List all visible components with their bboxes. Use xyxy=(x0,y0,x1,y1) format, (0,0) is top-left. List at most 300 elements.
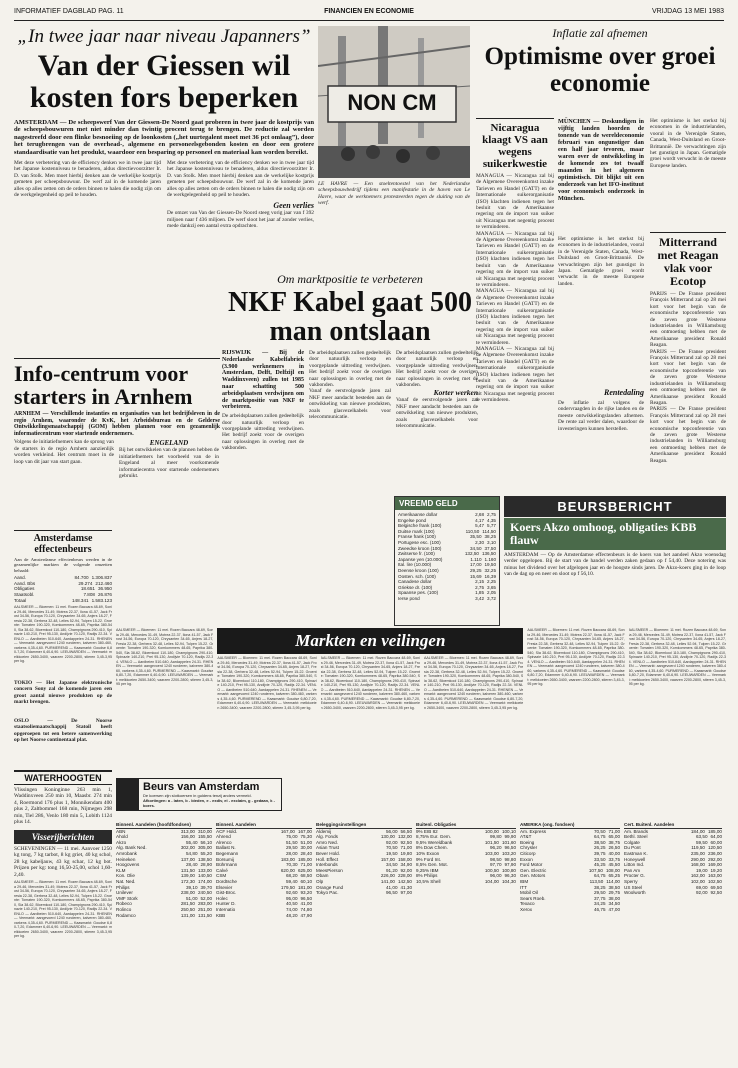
row-label: AT&T xyxy=(520,834,532,840)
row-label: Ahrend xyxy=(216,834,231,840)
row-value: 148.341 xyxy=(71,597,89,603)
row-label: Interbonds xyxy=(316,862,338,868)
row-label: Exxon xyxy=(520,856,533,862)
row-value: 37,50 xyxy=(484,545,496,551)
row-value: 131,50 xyxy=(197,912,212,918)
row-value: 302,00 xyxy=(180,845,195,851)
row-value: 54,80 xyxy=(186,850,198,856)
row-label: Gen. Motors xyxy=(520,873,546,879)
beurs-logo-icon xyxy=(117,779,139,810)
row-label: Ital. lire (10.000) xyxy=(398,562,432,568)
row-value: 34,50 xyxy=(608,901,620,907)
row-label: MeesPierson xyxy=(316,867,343,873)
effectenbeurs-intro: Aan de Amsterdamse effectenbeurs werden in de gezamenlijke markten de volgende omzetten behaald: xyxy=(14,557,112,573)
row-value: 132,50 xyxy=(464,551,479,557)
row-value: 38,75 xyxy=(608,839,620,845)
row-value: 3,42 xyxy=(475,595,485,601)
row-label: Kon. Olie xyxy=(116,873,135,879)
row-label: Obligaties xyxy=(14,586,35,592)
row-value: 1.160 xyxy=(484,556,496,562)
row-label: Ahold xyxy=(116,834,128,840)
article-nicaragua xyxy=(476,118,554,404)
row-label: Alg. Bank Ned. xyxy=(116,845,147,851)
beursbericht-title: BEURSBERICHT xyxy=(504,496,726,517)
row-value: 183,00 xyxy=(280,856,295,862)
table-row xyxy=(520,907,620,913)
row-value: 250,50 xyxy=(180,906,195,912)
row-value: 18.651 xyxy=(80,586,95,592)
koersen-rows-4 xyxy=(416,829,516,885)
row-value: 59,40 xyxy=(286,878,298,884)
row-label: Aldemij xyxy=(316,828,332,834)
row-label: Woolworth xyxy=(624,890,646,896)
row-label: Alrenco xyxy=(216,839,232,845)
row-value: 114,00 xyxy=(606,878,620,884)
news-photo xyxy=(318,26,470,178)
row-value: 100,00 xyxy=(484,828,499,834)
row-value: 139,00 xyxy=(180,873,195,879)
vreemd-geld-box xyxy=(394,496,500,626)
row-value: 2,15 xyxy=(475,579,485,585)
row-value: 35,50 xyxy=(470,534,482,540)
koersen-col-title: Buitenl. Obligaties xyxy=(416,822,516,829)
row-value: 74,80 xyxy=(300,906,312,912)
article-body: Met deze verbetering van de efficiency denken we in twee jaar tijd het Japanse kostenniveau te benaderen, aldus directievoorzitter Ir. D. van Stolk. Men moet hierbij denken aan de werkelijke kostprijs gemeten per scheepsbouwuur. De werf zal in de komende jaren alles op alles zetten om de orders binnen te halen die nodig zijn om de werkgelegenheid op peil te houden. xyxy=(14,160,161,199)
row-value: 2,05 xyxy=(487,590,496,596)
beursbericht-headline: Koers Akzo omhoog, obligaties KBB flauw xyxy=(504,518,726,550)
row-value: 28,00 xyxy=(286,850,298,856)
row-value: 1.306.837 xyxy=(91,575,112,581)
table-row xyxy=(116,913,212,919)
koersen-col-1 xyxy=(116,822,212,1054)
row-label: Olp xyxy=(316,878,324,884)
markten-col-4: AALSMEER — Bloemen: 11 mei. Rozen Baccara 48-69, Sonia 29-46, Mercedes 31-49, Motrea 22-37, Ilona 41-57, Jack Frost 34-56, Europa 70-120, Chrysanten 34-65, Anjers 18-27, Fresia 22-38, Gerbera 32-48, Lelies 52-94, Tulpen 15-22. Groente: Tomaten 190-320, Komkommers 48-65, Paprika 380-540, Sla 38-62, Bloemkool 110-180, Champignons 290-410, Spinazie 140-210, Prei 95-130, Andijvie 70-120, Radijs 22-34. VENLO — Aardbeien 510-640, Aardappelen 24-31. RHENEN — Veemarkt: aangevoerd 1240 runderen, kalveren 380-460, varkens 4,35-4,60. PURMEREND — Kaasmarkt: Goudse 6,80-7,20, Edammer 6,40-6,90. LEEUWARDEN — Veemarkt: melkkoeien 2650-3400, vaarzen 2200-2800, stieren 3,45-3,95 per kg. xyxy=(423,656,524,710)
row-value: 56,10 xyxy=(200,839,212,845)
row-value: 100,80 xyxy=(501,867,516,873)
row-label: Sperry xyxy=(624,878,638,884)
row-label: ABN xyxy=(116,828,126,834)
article-lead: AMSTERDAM — De scheepswerf Van der Giessen-De Noord gaat proberen in twee jaar de kostprijs van de scheepsbouwuren met niet minder dan twintig procent terug te brengen. De reductie zal worden nagestreefd door een flinke besnoeiing op de loonkosten („het uurtegalent moet met 36 pct omlaag”), door het terugbrengen van de overhead-, algemene en personeelsgebonden kosten en door een grotere standaardisatie van het produkt, waardoor een besparing op personeel en materiaal kan worden bereikt. xyxy=(14,119,314,156)
article-body-cont3: MANAGUA — Nicaragua zal bij de Algemene Overeenkomst inzake Tarieven en Handel (GATT) en de Internationale suikerorganisatie (ISO) klachten indienen tegen het besluit van de Amerikaanse regering om de import van suiker uit Nicaragua met negentig procent te verminderen. xyxy=(476,345,554,404)
row-value: 113,50 xyxy=(589,878,604,884)
markten-col-5: AALSMEER — Bloemen: 11 mei. Rozen Baccara 48-69, Sonia 29-46, Mercedes 31-49, Motrea 22-37, Ilona 41-57, Jack Frost 34-56, Europa 70-120, Chrysanten 34-65, Anjers 18-27, Fresia 22-38, Gerbera 32-48, Lelies 52-94, Tulpen 15-22. Groente: Tomaten 190-320, Komkommers 48-65, Paprika 380-540, Sla 38-62, Bloemkool 110-180, Champignons 290-410, Spinazie 140-210, Prei 95-130, Andijvie 70-120, Radijs 22-34. VENLO — Aardbeien 510-640, Aardappelen 24-31. RHENEN — Veemarkt: aangevoerd 1240 runderen, kalveren 380-460, varkens 4,35-4,60. PURMEREND — Kaasmarkt: Goudse 6,80-7,20, Edammer 6,40-6,90. LEEUWARDEN — Veemarkt: melkkoeien 2650-3400, vaarzen 2200-2800, stieren 3,45-3,95 per kg. xyxy=(527,628,625,686)
waterhoogten-title: WATERHOOGTEN xyxy=(14,770,112,785)
row-value: 236,00 xyxy=(707,850,722,856)
row-value: 120,50 xyxy=(707,845,722,851)
row-value: 167,00 xyxy=(297,828,312,834)
row-value: 34,25 xyxy=(594,901,606,907)
row-value: 69,50 xyxy=(710,884,722,890)
row-value: 48,20 xyxy=(286,912,298,918)
table-row xyxy=(216,913,312,919)
row-value: 99,80 xyxy=(490,834,502,840)
article-kicker: Inflatie zal afnemen xyxy=(552,26,648,40)
koersen-col-title: Binnenl. Aandelen xyxy=(216,822,312,829)
row-label: Aand. xyxy=(14,575,27,581)
row-value: 41,00 xyxy=(300,901,312,907)
row-label: US Steel xyxy=(624,884,643,890)
row-value: 140,50 xyxy=(197,873,212,879)
row-label: Hunter D. xyxy=(216,901,236,907)
article-subhead: Korter werken xyxy=(433,388,478,398)
row-value: 1,85 xyxy=(475,590,485,596)
row-value: 141,00 xyxy=(380,878,395,884)
row-value: 251,00 xyxy=(197,906,212,912)
row-value: 28,40 xyxy=(300,850,312,856)
row-value: 60,00 xyxy=(710,839,722,845)
markten-col-6: AALSMEER — Bloemen: 11 mei. Rozen Baccara 48-69, Sonia 29-46, Mercedes 31-49, Motrea 22-37, Ilona 41-57, Jack Frost 34-56, Europa 70-120, Chrysanten 34-65, Anjers 18-27, Fresia 22-38, Gerbera 32-48, Lelies 52-94, Tulpen 15-22. Groente: Tomaten 190-320, Komkommers 48-65, Paprika 380-540, Sla 38-62, Bloemkool 110-180, Champignons 290-410, Spinazie 140-210, Prei 95-130, Andijvie 70-120, Radijs 22-34. VENLO — Aardbeien 510-640, Aardappelen 24-31. RHENEN — Veemarkt: aangevoerd 1240 runderen, kalveren 380-460, varkens 4,35-4,60. PURMEREND — Kaasmarkt: Goudse 6,80-7,20, Edammer 6,40-6,90. LEEUWARDEN — Veemarkt: melkkoeien 2650-3400, vaarzen 2200-2800, stieren 3,45-3,95 per kg. xyxy=(628,628,726,686)
row-value: 47,00 xyxy=(608,906,620,912)
article-body-cont2: MANAGUA — Nicaragua zal bij de Algemene Overeenkomst inzake Tarieven en Handel (GATT) en de Internationale suikerorganisatie (ISO) klachten indienen tegen het besluit van de Amerikaanse regering om de import van suiker uit Nicaragua met negentig procent te verminderen. xyxy=(476,288,554,346)
row-value: 100,10 xyxy=(501,828,516,834)
row-label: Heineken xyxy=(116,856,136,862)
row-label: KLM xyxy=(116,867,126,873)
article-body-col2b: Vanaf de eerstvolgende jaren zal NKF meer aandacht besteden aan de ontwikkeling van nieuwe produkten, zoals glasvezelkabels voor telecommunicatie. xyxy=(309,388,391,421)
row-label: Aand. Bbs xyxy=(14,580,36,586)
row-value: 29,75 xyxy=(608,890,620,896)
tokio-brief: TOKIO — Het Japanse elektronische concern Sony zal de komende jaren een groot aantal nieuwe produkten op de markt brengen. xyxy=(14,680,112,706)
row-value: 4,17 xyxy=(475,517,485,523)
row-value: 158,00 xyxy=(397,856,412,862)
row-label: Litton Ind. xyxy=(624,862,645,868)
row-value: 41,00 xyxy=(386,884,398,890)
row-label: Ford Motor xyxy=(520,862,543,868)
article-optimisme xyxy=(476,26,724,97)
row-value: 114,50 xyxy=(482,528,496,534)
row-value: 1.110 xyxy=(470,556,482,562)
row-value: 29.274 xyxy=(78,580,93,586)
article-subhead: Geen verlies xyxy=(273,201,314,211)
row-label: Honeywell xyxy=(624,856,646,862)
beursbericht-box xyxy=(504,496,726,578)
vreemd-geld-title: VREEMD GELD xyxy=(395,497,499,510)
row-value: 46,75 xyxy=(594,906,606,912)
koersen-col-title: Beleggingsinstellingen xyxy=(316,822,412,829)
row-value: 119,50 xyxy=(691,845,705,851)
article-body: MANAGUA — Nicaragua zal bij de Algemene Overeenkomst inzake Tarieven en Handel (GATT) en de Internationale suikerorganisatie (ISO) klachten indienen tegen het besluit van de Amerikaanse regering om de import van suiker uit Nicaragua met negentig procent te verminderen. xyxy=(476,173,554,231)
row-value: 91,20 xyxy=(386,867,398,873)
row-value: 56,00 xyxy=(386,828,398,834)
row-label: Am. Express xyxy=(520,828,547,834)
row-value: 38,50 xyxy=(594,839,606,845)
table-row xyxy=(316,890,412,896)
row-value: 55,20 xyxy=(200,850,212,856)
row-value: 238,00 xyxy=(180,890,195,896)
row-value: 137,00 xyxy=(180,856,195,862)
photo-caption: LE HAVRE — Een stoeltentoestel van het Nederlandse scheepsbouwbedrijf tijdens een manifestatie in de haven van Le Havre, waar de werknemers protesteerden tegen de sluiting van de werf. xyxy=(318,181,470,207)
row-value: 68,50 xyxy=(300,873,312,879)
row-value: 39,70 xyxy=(200,884,212,890)
row-label: Sears Roeb. xyxy=(520,895,546,901)
row-value: 92,00 xyxy=(400,867,412,873)
row-label: Du Pont xyxy=(624,845,641,851)
row-label: 8% Philips xyxy=(416,873,438,879)
row-value: 310,00 xyxy=(197,828,212,834)
row-value: 281,50 xyxy=(180,901,195,907)
row-value: 107,50 xyxy=(588,867,603,873)
row-value: 240,50 xyxy=(197,890,212,896)
row-value: 75,00 xyxy=(286,834,298,840)
row-value: 2,30 xyxy=(475,539,485,545)
article-body: De arbeidsplaatsen zullen gedeeltelijk door natuurlijk verloop en voorgeplande uittreding verdwijnen. Het bedrijf zoekt voor de overigen naar oplossingen in overleg met de vakbonden. xyxy=(222,413,304,452)
article-headline: Nicaragua klaagt VS aan wegens suikerkwestie xyxy=(476,118,554,170)
article-body: Volgens de initiatiefnemers kan de sprong van de starters in de regio Arnhem aanzienlijk worden verkleind. Het centrum moet in de loop van dit jaar van start gaan. xyxy=(14,439,114,465)
row-label: 10% Exxon xyxy=(416,850,440,856)
row-value: 38,25 xyxy=(484,534,496,540)
row-value: 65,25 xyxy=(608,873,620,879)
row-value: 313,00 xyxy=(180,828,195,834)
article-body-2: Vanaf de eerstvolgende jaren zal NKF meer aandacht besteden aan de ontwikkeling van nieuwe produkten, zoals glasvezelkabels voor telecommunicatie. xyxy=(396,397,478,430)
row-value: 133,00 xyxy=(197,867,212,873)
article-subhead: ENGELAND xyxy=(149,439,189,448)
koersen-col-5 xyxy=(520,822,620,1054)
row-value: 5,47 xyxy=(475,523,485,529)
row-value: 97,00 xyxy=(400,890,412,896)
row-label: Gist-Broc. xyxy=(216,890,237,896)
article-lead: RIJSWIJK — Bij de Nederlandse Kabelfabriek (3.900 werknemers in Amsterdam, Delft, Delfzijl en Waddinxveen) zullen tot 1985 naar schatting 500 arbeidsplaatsen verdwijnen om de marktpositie van NKF te verbeteren. xyxy=(222,350,304,411)
row-value: 29,50 xyxy=(594,890,606,896)
row-value: 212.460 xyxy=(95,580,112,586)
row-value: 95,00 xyxy=(286,895,298,901)
row-value: 63,50 xyxy=(696,834,708,840)
row-label: 9,25% IBM xyxy=(416,867,439,873)
row-value: 104,00 xyxy=(484,878,499,884)
row-label: 9,5% Wereldbank xyxy=(416,839,453,845)
row-value: 2,75 xyxy=(475,584,485,590)
row-value: 138,50 xyxy=(197,856,212,862)
row-value: 136,50 xyxy=(481,551,496,557)
row-value: 28,90 xyxy=(200,862,212,868)
row-value: 100,50 xyxy=(484,867,499,873)
row-value: 156,00 xyxy=(180,834,195,840)
article-body-cont: PARIJS — De Franse president François Mitterrand zal op 28 mei kort voor het begin van de economische topconferentie van de zeven grote Westerse industrielanden in Williamsburg een ontmoeting hebben met de Amerikaanse president Ronald Reagan. xyxy=(650,348,726,406)
row-value: 60,10 xyxy=(300,878,312,884)
article-body-col3: De arbeidsplaatsen zullen gedeeltelijk door natuurlijk verloop en voorgeplande uittreding verdwijnen. Het bedrijf zoekt voor de overigen naar oplossingen in overleg met de vakbonden. xyxy=(396,350,478,389)
row-value: 34,50 xyxy=(470,545,482,551)
row-label: KBB xyxy=(216,912,226,918)
row-label: Alg. Fonds xyxy=(316,834,338,840)
row-value: 55,40 xyxy=(186,839,198,845)
row-value: 75,30 xyxy=(300,834,312,840)
row-value: 38,00 xyxy=(608,895,620,901)
row-label: Portugese esc. (100) xyxy=(398,539,441,545)
article-nkf xyxy=(222,272,478,452)
article-body-cont: MANAGUA — Nicaragua zal bij de Algemene Overeenkomst inzake Tarieven en Handel (GATT) en de Internationale suikerorganisatie (ISO) klachten indienen tegen het besluit van de Amerikaanse regering om de import van suiker uit Nicaragua met negentig procent te verminderen. xyxy=(476,230,554,288)
row-label: Ierse pond xyxy=(398,595,420,601)
row-label: Staatsobl. xyxy=(14,592,35,597)
row-label: Begemann xyxy=(216,850,239,856)
row-value: 108,00 xyxy=(605,867,620,873)
table-row xyxy=(624,890,722,896)
row-value: 174,00 xyxy=(197,878,212,884)
koersen-col-2 xyxy=(216,822,312,1054)
optimisme-body-col2: Het optimisme is het sterkst bij economen in de industrielanden, vooral in de Verenigde Staten, Canada, West-Duitsland en Groot-Brittannië. De verwachtingen zijn het gunstigst in Japan. Gematigde groei wordt verwacht in de meeste Europese landen. xyxy=(650,118,726,169)
row-value: 29,50 xyxy=(286,845,298,851)
row-value: 132,00 xyxy=(397,834,412,840)
koersen-table xyxy=(116,822,726,1054)
row-value: 64,75 xyxy=(594,834,606,840)
row-label: Bethl. Steel xyxy=(624,834,648,840)
row-label: Bever Hold. xyxy=(316,850,341,856)
row-value: 7.808 xyxy=(83,592,95,597)
row-label: Nat. Ned. xyxy=(116,878,136,884)
effectenbeurs-extra: AALSMEER — Bloemen: 11 mei. Rozen Baccara 48-69, Sonia 29-46, Mercedes 31-49, Motrea 22-37, Ilona 41-57, Jack Frost 34-56, Europa 70-120, Chrysanten 34-65, Anjers 18-27, Fresia 22-38, Gerbera 32-48, Lelies 52-94, Tulpen 15-22. Groente: Tomaten 190-320, Komkommers 48-65, Paprika 380-540, Sla 38-62, Bloemkool 110-180, Champignons 290-410, Spinazie 140-210, Prei 95-130, Andijvie 70-120, Radijs 22-34. VENLO — Aardbeien 510-640, Aardappelen 24-31. RHENEN — Veemarkt: aangevoerd 1240 runderen, kalveren 380-460, varkens 4,35-4,60. PURMEREND — Kaasmarkt: Goudse 6,80-7,20, Edammer 6,40-6,90. LEEUWARDEN — Veemarkt: melkkoeien 2650-3400, vaarzen 2200-2800, stieren 3,45-3,95 per kg. xyxy=(14,605,112,664)
row-value: 38,50 xyxy=(608,884,620,890)
row-value: 39,10 xyxy=(186,884,198,890)
row-label: 8% Dow Chem. xyxy=(416,845,448,851)
row-value: 51,50 xyxy=(286,839,298,845)
row-value: 34,90 xyxy=(400,862,412,868)
markten-section xyxy=(116,628,726,774)
beurs-sub1: De koersen zijn slotkoersen in guldens tenzij anders vermeld. xyxy=(143,793,252,798)
row-label: Internatio xyxy=(216,906,236,912)
visserij-box xyxy=(14,830,112,939)
article-kicker: „In twee jaar naar niveau Japanners” xyxy=(17,26,311,47)
row-label: Holec xyxy=(216,895,228,901)
header-center: FINANCIEN EN ECONOMIE xyxy=(324,8,414,15)
oslo-brief: OSLO — De Noorse staatsoliemaatschappij Statoil heeft opgeroepen tot een betere samenwerking op het Noorse continentaal plat. xyxy=(14,718,112,744)
row-value: 51,00 xyxy=(300,839,312,845)
article-body-2: Bij het ontwikkelen van de plannen hebben de initiatiefnemers het voorbeeld van de in Engeland al meer voorkomende informatiecentra voor startende ondernemers gebruikt. xyxy=(119,447,219,479)
row-label: Citicorp xyxy=(520,850,536,856)
article-headline: Info-centrum voor starters in Arnhem xyxy=(14,358,220,408)
row-value: 101,50 xyxy=(484,839,499,845)
row-value: 92,50 xyxy=(710,890,722,896)
row-label: Gen. Electric xyxy=(520,867,547,873)
row-value: 2,25 xyxy=(487,579,496,585)
row-value: 103,20 xyxy=(501,850,516,856)
row-value: 157,00 xyxy=(380,856,395,862)
row-label: Totaal xyxy=(14,597,27,603)
row-value: 226,00 xyxy=(380,873,395,879)
row-value: 96,30 xyxy=(504,873,516,879)
row-value: 70,50 xyxy=(594,828,606,834)
row-value: 65,00 xyxy=(608,834,620,840)
row-value: 3,65 xyxy=(487,584,496,590)
row-label: Pan Am xyxy=(624,867,641,873)
row-value: 2,75 xyxy=(487,512,496,517)
row-label: Dordtsche xyxy=(216,878,237,884)
article-arnhem xyxy=(14,358,220,479)
row-value: 92,00 xyxy=(386,839,398,845)
row-value: 102,00 xyxy=(690,878,705,884)
row-value: 45,25 xyxy=(594,862,606,868)
page-header xyxy=(14,8,724,21)
row-value: 19,50 xyxy=(484,562,496,568)
table-row xyxy=(14,598,112,604)
row-value: 3,72 xyxy=(487,595,496,601)
row-value: 131,50 xyxy=(180,867,195,873)
header-left: INFORMATIEF DAGBLAD PAG. 11 xyxy=(14,8,124,15)
row-label: CSM xyxy=(216,873,227,879)
article-mitterrand xyxy=(650,232,726,464)
row-value: 155,50 xyxy=(197,834,212,840)
row-value: 39,75 xyxy=(594,850,606,856)
koersen-col-6 xyxy=(624,822,722,1054)
row-label: Amro Ned. xyxy=(316,839,338,845)
row-label: Unilever xyxy=(116,890,133,896)
row-value: 71,00 xyxy=(400,845,412,851)
row-value: 92,60 xyxy=(286,890,298,896)
row-label: Borsumij xyxy=(216,856,234,862)
row-value: 181,00 xyxy=(297,884,312,890)
row-value: 34,50 xyxy=(386,862,398,868)
article-headline: Van der Giessen wil kosten fors beperken xyxy=(29,49,299,114)
row-label: Zweedse kroon (100) xyxy=(398,545,442,551)
row-value: 290,00 xyxy=(690,856,705,862)
row-label: Canadese dollar xyxy=(398,579,432,585)
row-value: 16,39 xyxy=(484,573,496,579)
row-value: 93,20 xyxy=(300,890,312,896)
row-label: Asian Trust xyxy=(316,845,339,851)
row-value: 32,25 xyxy=(484,567,496,573)
row-label: Calvé xyxy=(216,867,228,873)
row-value: 96,20 xyxy=(490,845,502,851)
optimisme-subhead: Rentedaling xyxy=(603,388,644,397)
row-value: 96,50 xyxy=(386,890,398,896)
row-value: 163,00 xyxy=(707,873,722,879)
article-body-2: De omzet van Van der Giessen-De Noord steeg vorig jaar van f 392 miljoen naar f 436 miljoen. De werf sloot het jaar af zonder verlies, mede dankzij een aantal extra opdrachten. xyxy=(167,210,314,230)
beurs-amsterdam-header xyxy=(116,778,282,811)
koersen-rows-3 xyxy=(316,829,412,896)
row-value: 29,25 xyxy=(470,567,482,573)
row-value: 292,00 xyxy=(707,856,722,862)
row-label: Zwitserse fr. (100) xyxy=(398,551,435,557)
row-label: Oosten. sch. (100) xyxy=(398,573,436,579)
row-value: 45,50 xyxy=(608,862,620,868)
row-value: 19,80 xyxy=(400,850,412,856)
row-label: Am. Brands xyxy=(624,828,648,834)
row-value: 172,30 xyxy=(180,878,195,884)
beurs-title: Beurs van Amsterdam xyxy=(143,781,260,793)
row-value: 228,00 xyxy=(397,873,412,879)
row-label: Amrobank xyxy=(116,850,137,856)
row-value: 283,00 xyxy=(197,901,212,907)
koersen-rows-5 xyxy=(520,829,620,913)
row-value: 28,40 xyxy=(186,862,198,868)
row-value: 40,50 xyxy=(286,901,298,907)
row-label: Bührmann xyxy=(216,862,238,868)
row-label: Texaco xyxy=(520,901,535,907)
article-headline: NKF Kabel gaat 500 man ontslaan xyxy=(228,287,472,347)
waterhoogten-box xyxy=(14,770,112,825)
row-value: 37,75 xyxy=(594,895,606,901)
row-value: 2,68 xyxy=(475,512,485,517)
row-value: 19,00 xyxy=(696,867,708,873)
row-value: 179,50 xyxy=(280,884,295,890)
row-label: Boeing xyxy=(520,839,535,845)
row-value: 130,00 xyxy=(380,834,395,840)
row-value: 59,50 xyxy=(696,839,708,845)
row-value: 162,00 xyxy=(690,873,705,879)
row-value: 71,00 xyxy=(608,828,620,834)
row-value: 17,00 xyxy=(470,562,482,568)
row-value: 167,00 xyxy=(280,828,295,834)
article-headline: Mitterrand met Reagan vlak voor Ecotop xyxy=(650,232,726,288)
row-label: 9% Ford Int. xyxy=(416,856,442,862)
optimisme-lead: MÜNCHEN — Deskundigen in vijftig landen hoorden de tonende van de wereldeconomie februari van ongunstiger dan een half jaar tevoren, maar waren over de ontwikkeling in de komende zes tot twaalf maanden in het algemeen optimistisch. Dit blijkt uit een onderzoek van het IFO-instituut voor economisch onderzoek in München. xyxy=(558,118,644,202)
row-value: 40,00 xyxy=(608,850,620,856)
row-label: Spaanse pes. (100) xyxy=(398,590,439,596)
row-label: Procter G. xyxy=(624,873,645,879)
row-label: Obam xyxy=(316,873,329,879)
visserij-title: Visserijberichten xyxy=(14,830,112,844)
article-body-col2: De arbeidsplaatsen zullen gedeeltelijk door natuurlijk verloop en voorgeplande uittreding verdwijnen. Het bedrijf zoekt voor de overigen naar oplossingen in overleg met de vakbonden. xyxy=(309,350,391,389)
row-label: Rolinco xyxy=(116,906,132,912)
row-label: Tokyo Pac. xyxy=(316,890,339,896)
row-value: 103,00 xyxy=(484,850,499,856)
row-label: Eastman K. xyxy=(624,850,648,856)
